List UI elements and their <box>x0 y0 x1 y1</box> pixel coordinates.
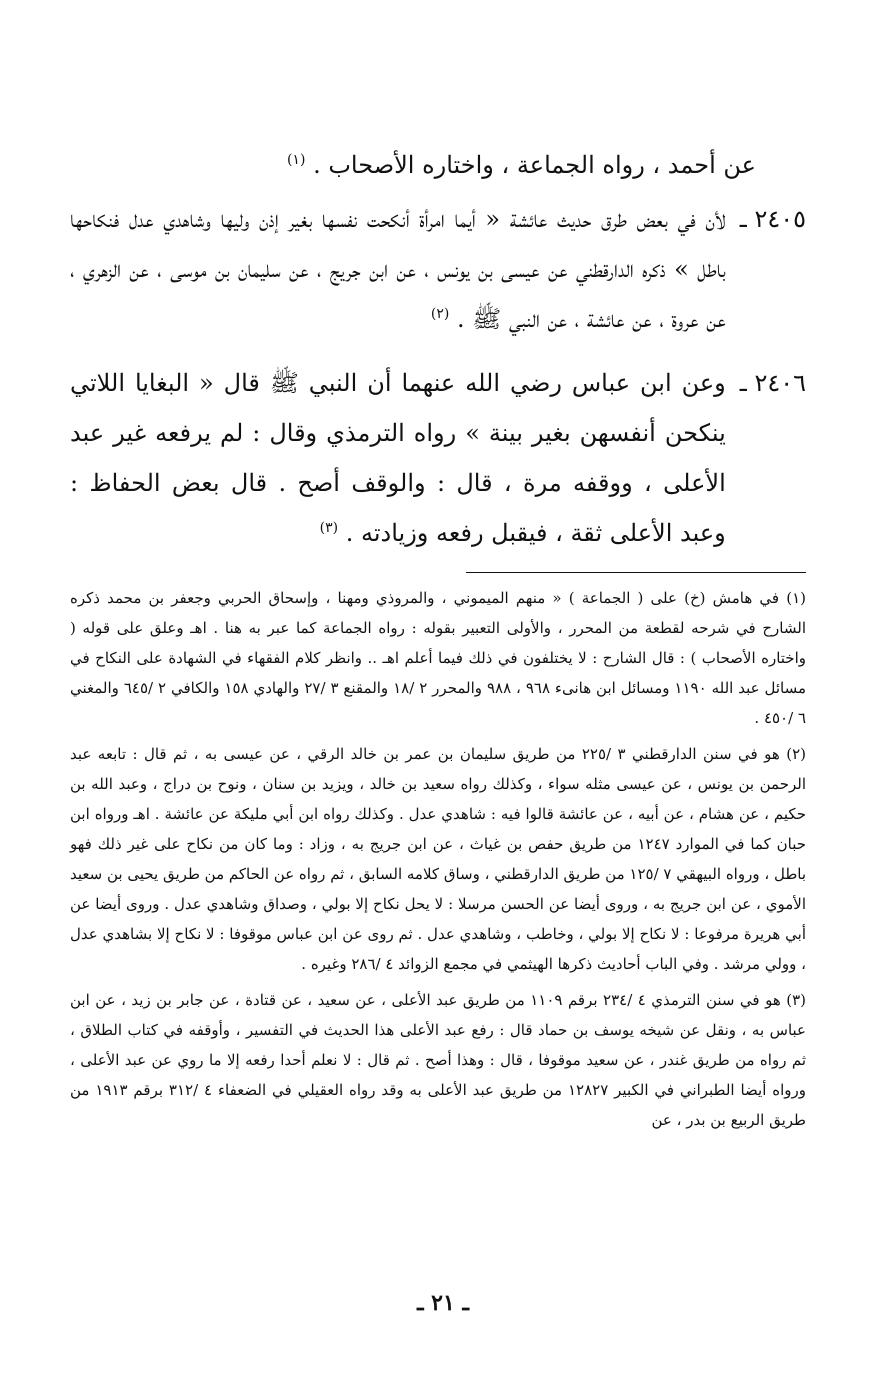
entry-number: ٢٤٠٥ ـ <box>739 205 806 233</box>
footnotes <box>70 583 806 1135</box>
entry-number: ٢٤٠٦ ـ <box>739 369 806 397</box>
footnote: (١) في هامش (خ) على ( الجماعة ) « منهم الميموني ، والمروذي ومهنا ، وإسحاق الحربي وجعفر بن محمد ذكره الشارح في شرحه لقطعة من المحرر ، والأولى التعبير بقوله : رواه الجماعة كما عبر به هنا . اهـ وعلق على قوله ( واختاره الأصحاب ) : قال الشارح : لا يختلفون في ذلك فيما أعلم اهـ .. وانظر كلام الفقهاء في الشهادة على النكاح في مسائل عبد الله ١١٩٠ ومسائل ابن هانىء ٩٦٨ ، ٩٨٨ والمحرر ٢ /١٨ والمقنع ٣ /٢٧ والهادي ١٥٨ والكافي ٢ /٦٤٥ والمغني ٦ /٤٥٠ . <box>70 589 807 727</box>
entry-text-block <box>70 358 726 558</box>
footnote-ref: (٢) <box>430 306 450 322</box>
entry-text: وعن ابن عباس رضي الله عنهما أن النبي ﷺ قال « البغايا اللاتي ينكحن أنفسهن بغير بينة » رواه الترمذي وقال : لم يرفعه غير عبد الأعلى ، ووقفه مرة ، قال : والوقف أصح . قال بعض الحفاظ : وعبد الأعلى ثقة ، فيقبل رفعه وزيادته . <box>70 369 726 547</box>
hadith-entry <box>70 358 806 558</box>
entry-text: لأن في بعض طرق حديث عائشة « أيما امرأة أنكحت نفسها بغير إذن وليها وشاهدي عدل فنكاحها باطل » ذكره الدارقطني عن عيسى بن يونس ، عن ابن جريج ، عن سليمان بن موسى ، عن الزهري ، عن عروة ، عن عائشة ، عن النبي ﷺ . <box>70 205 726 333</box>
footnote: (٢) هو في سنن الدارقطني ٣ /٢٢٥ من طريق سليمان بن عمر بن خالد الرقي ، عن عيسى به ، ثم قال : تابعه عبد الرحمن بن يونس ، عن عيسى مثله سواء ، وكذلك رواه سعيد بن خالد ، ويزيد بن سنان ، ونوح بن دراج ، وعبد الله بن حكيم ، عن هشام ، عن أبيه ، عن عائشة قالوا فيه : شاهدي عدل . وكذلك رواه ابن أبي مليكة عن عائشة . اهـ ورواه ابن حبان كما في الموارد ١٢٤٧ من طريق حفص بن غياث ، عن ابن جريج به ، وزاد : وما كان من نكاح على غير ذلك فهو باطل ، ورواه البيهقي ٧ /١٢٥ من طريق الدارقطني ، وساق كلامه السابق ، ثم رواه عن الحاكم من طريق يحيى بن سعيد الأموي ، عن ابن جريج به ، وروى أيضا عن الحسن مرسلا : لا يحل نكاح إلا بولي ، وصداق وشاهدي عدل . وروى أيضا عن أبي هريرة مرفوعا : لا نكاح إلا بولي ، وخاطب ، وشاهدي عدل . ثم روى عن ابن عباس موقوفا : لا نكاح إلا بشاهدي عدل ، وولي مرشد . وفي الباب أحاديث ذكرها الهيثمي في مجمع الزوائد ٤ /٢٨٦ وغيره . <box>70 745 807 973</box>
footnote: (٣) هو في سنن الترمذي ٤ /٢٣٤ برقم ١١٠٩ من طريق عبد الأعلى ، عن سعيد ، عن قتادة ، عن جابر بن زيد ، عن ابن عباس به ، ونقل عن شيخه يوسف بن حماد قال : رفع عبد الأعلى هذا الحديث في التفسير ، وأوقفه في كتاب الطلاق ، ثم رواه من طريق غندر ، عن سعيد موقوفا ، قال : وهذا أصح . ثم قال : لا نعلم أحدا رفعه إلا ما روي عن عبد الأعلى ، ورواه أيضا الطبراني في الكبير ١٢٨٢٧ من طريق عبد الأعلى به وقد رواه العقيلي في الضعفاء ٤ /٣١٢ برقم ١٩١٣ من طريق الربيع بن بدر ، عن <box>70 991 807 1129</box>
footnote-ref: (٣) <box>319 520 339 536</box>
page-number: ـ ٢١ ـ <box>417 1290 469 1316</box>
intro-text: عن أحمد ، رواه الجماعة ، واختاره الأصحاب . <box>313 151 756 179</box>
footnote-ref: (١) <box>286 152 306 168</box>
entry-text-block <box>70 194 726 344</box>
hadith-entry <box>70 194 806 344</box>
main-text <box>70 140 806 558</box>
intro-line <box>70 140 806 190</box>
footnote-separator <box>466 572 806 573</box>
